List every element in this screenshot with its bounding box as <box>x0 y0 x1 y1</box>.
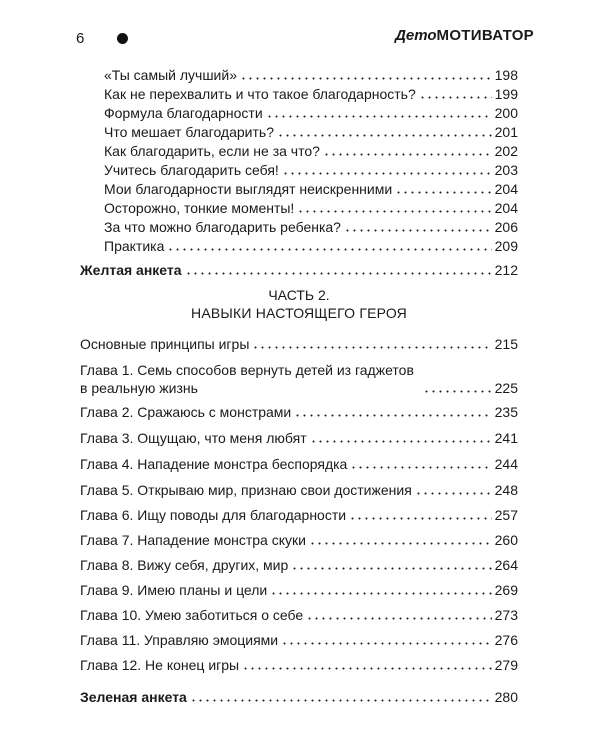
toc-entry-page: 273 <box>494 607 518 623</box>
dot-leader <box>349 517 492 520</box>
toc-entry-page: 276 <box>494 632 518 648</box>
dot-leader <box>281 642 492 645</box>
toc-entry-title: Что мешает благодарить? <box>104 124 274 140</box>
toc-entry-title: Глава 3. Ощущаю, что меня любят <box>80 430 307 446</box>
toc-entry[interactable] <box>80 556 518 574</box>
toc-entry-title: Учитесь благодарить себя! <box>104 162 279 178</box>
toc-entry-page: 264 <box>494 557 518 573</box>
toc-entry-page: 225 <box>494 380 518 396</box>
toc-entry-title: Глава 8. Вижу себя, других, мир <box>80 557 289 573</box>
toc-entry[interactable] <box>104 180 518 198</box>
toc-entry[interactable] <box>80 531 518 549</box>
toc-entry-page: 212 <box>494 262 518 278</box>
dot-leader <box>297 210 491 213</box>
page-number: 6 <box>76 30 85 47</box>
toc-entry-page: 260 <box>494 532 518 548</box>
dot-leader <box>190 699 492 702</box>
toc-entry[interactable] <box>104 237 518 255</box>
toc-entry[interactable] <box>104 104 518 122</box>
toc-entry-title: Основные принципы игры <box>80 336 250 352</box>
dot-leader <box>167 248 491 251</box>
toc-entry-title: Глава 9. Имею планы и цели <box>80 582 268 598</box>
part-label: ЧАСТЬ 2. <box>268 287 330 303</box>
toc-entry-page: 202 <box>494 143 518 159</box>
running-title-bold: МОТИВАТОР <box>436 27 534 44</box>
toc-entry[interactable] <box>80 656 518 674</box>
toc-entry[interactable] <box>104 218 518 236</box>
toc-entry-title: Как не перехвалить и что такое благодарность? <box>104 86 416 102</box>
toc-entry-page: 280 <box>494 689 518 705</box>
dot-leader <box>252 346 491 349</box>
toc-entry-title: Глава 11. Управляю эмоциями <box>80 632 279 648</box>
toc-entry[interactable] <box>80 506 518 524</box>
part-title: НАВЫКИ НАСТОЯЩЕГО ГЕРОЯ <box>191 305 407 321</box>
dot-leader <box>306 617 491 620</box>
toc-entry-title: Глава 2. Сражаюсь с монстрами <box>80 404 292 420</box>
dot-leader <box>344 229 492 232</box>
toc-entry-page: 209 <box>494 238 518 254</box>
toc-entry-page: 200 <box>494 105 518 121</box>
dot-leader <box>291 567 491 570</box>
toc-entry-title: За что можно благодарить ребенка? <box>104 219 341 235</box>
toc-entry-page: 257 <box>494 507 518 523</box>
toc-entry-green-form[interactable] <box>80 688 518 706</box>
toc-entry-page: 201 <box>494 124 518 140</box>
toc-entry[interactable] <box>104 66 518 84</box>
toc-entry-page: 206 <box>494 219 518 235</box>
toc-entry[interactable] <box>104 85 518 103</box>
dot-leader <box>242 667 492 670</box>
toc-entry-title: Мои благодарности выглядят неискренними <box>104 181 393 197</box>
toc-entry[interactable] <box>80 455 518 473</box>
dot-leader <box>240 77 492 80</box>
toc-entry-title: Зеленая анкета <box>80 689 187 705</box>
dot-leader <box>423 390 492 393</box>
toc-entry-page: 269 <box>494 582 518 598</box>
dot-leader <box>323 153 492 156</box>
toc-entry-page: 198 <box>494 67 518 83</box>
toc-entry[interactable] <box>104 123 518 141</box>
toc-entry-title: Глава 4. Нападение монстра беспорядка <box>80 456 348 472</box>
dot-leader <box>310 440 492 443</box>
dot-leader <box>277 134 492 137</box>
toc-entry[interactable] <box>80 403 518 421</box>
toc-entry[interactable] <box>80 606 518 624</box>
toc-entry-title: Глава 7. Нападение монстра скуки <box>80 532 306 548</box>
dot-leader <box>309 542 492 545</box>
dot-leader <box>415 492 492 495</box>
toc-entry-title: Желтая анкета <box>80 262 182 278</box>
toc-entry[interactable] <box>104 142 518 160</box>
toc-entry[interactable] <box>80 429 518 447</box>
dot-leader <box>419 96 492 99</box>
toc-entry-title: Формула благодарности <box>104 105 263 121</box>
toc-entry-page: 215 <box>494 336 518 352</box>
toc-entry[interactable] <box>80 581 518 599</box>
dot-leader <box>350 466 491 469</box>
toc-entry-title: Глава 5. Открываю мир, признаю свои достижения <box>80 482 412 498</box>
dot-leader <box>185 272 492 275</box>
dot-leader <box>395 191 491 194</box>
toc-entry-title: Осторожно, тонкие моменты! <box>104 200 295 216</box>
toc-entry-title: Глава 1. Семь способов вернуть детей из гаджетов в реальную жизнь <box>80 362 414 396</box>
toc-entry[interactable] <box>80 361 518 397</box>
toc-entry-title: Как благодарить, если не за что? <box>104 143 320 159</box>
toc-entry-title: Глава 10. Умею заботиться о себе <box>80 607 304 623</box>
toc-entry-page: 241 <box>494 430 518 446</box>
toc-entry-page: 244 <box>494 456 518 472</box>
toc-entry[interactable] <box>104 199 518 217</box>
toc-entry-title: Глава 12. Не конец игры <box>80 657 240 673</box>
toc-entry-page: 248 <box>494 482 518 498</box>
dot-leader <box>294 414 491 417</box>
toc-entry-page: 203 <box>494 162 518 178</box>
toc-entry-title: «Ты самый лучший» <box>104 67 237 83</box>
toc-entry-page: 199 <box>494 86 518 102</box>
running-title-italic: Дето <box>395 27 437 44</box>
toc-entry-title: Практика <box>104 238 165 254</box>
toc-entry[interactable] <box>104 161 518 179</box>
toc-entry-yellow-form[interactable] <box>80 261 518 279</box>
toc-entry-page: 279 <box>494 657 518 673</box>
toc-entry-title: Глава 6. Ищу поводы для благодарности <box>80 507 347 523</box>
toc-entry-page: 235 <box>494 404 518 420</box>
toc-entry[interactable] <box>80 631 518 649</box>
dot-leader <box>266 115 492 118</box>
dot-leader <box>282 172 492 175</box>
toc-entry[interactable] <box>80 481 518 499</box>
toc-entry[interactable] <box>80 335 518 353</box>
dot-leader <box>270 592 491 595</box>
toc-entry-page: 204 <box>494 200 518 216</box>
toc-entry-page: 204 <box>494 181 518 197</box>
